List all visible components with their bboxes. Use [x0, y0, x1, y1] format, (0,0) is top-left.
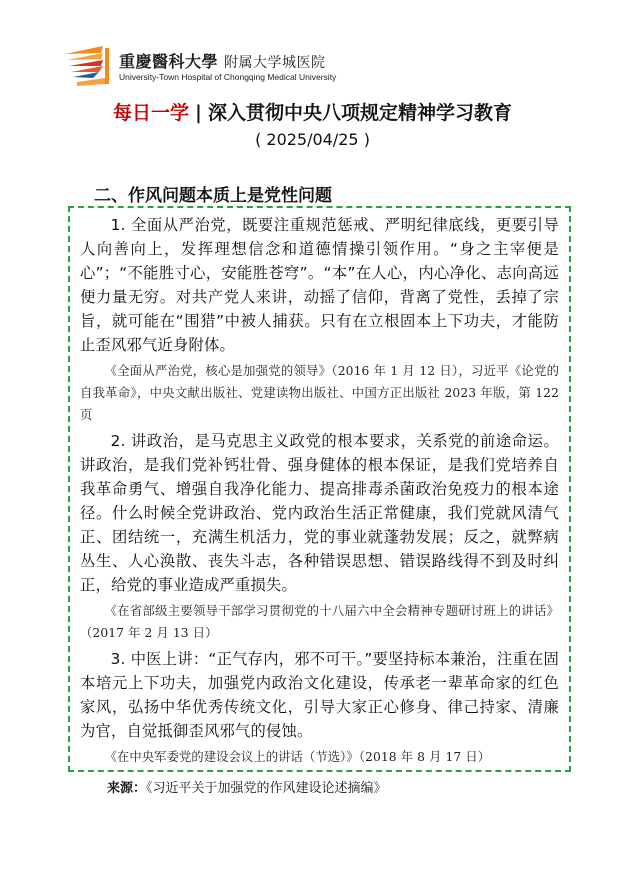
title-main: 深入贯彻中央八项规定精神学习教育: [207, 102, 512, 124]
page-title: [0, 98, 625, 125]
hospital-logo: [63, 44, 109, 88]
page-date: ( 2025/04/25 ): [255, 130, 370, 149]
title-separator: |: [195, 102, 202, 124]
item-source-1: 《全面从严治党，核心是加强党的领导》（2016 年 1 月 12 日），习近平《论党的自我革命》，中央文献出版社、党建读物出版社、中国方正出版社 2023 年版，第 122 页: [80, 364, 559, 422]
item-source-3: 《在中央军委党的建设会议上的讲话（节选）》（2018 年 8 月 17 日）: [104, 750, 491, 764]
footer-source-text: 《习近平关于加强党的作风建设论述摘编》: [146, 781, 387, 796]
item-text-2: 2. 讲政治，是马克思主义政党的根本要求，关系党的前途命运。讲政治，是我们党补钙壮骨、强身健体的根本保证，是我们党培养自我革命勇气、增强自我净化能力、提高排毒杀菌政治免疫力的根本途径。什么时候全党讲政治、党内政治生活正常健康，我们党就风清气正、团结统一，充满生机活力，党的事业就蓬勃发展；反之，就弊病丛生、人心涣散、丧失斗志，各种错误思想、错误路线得不到及时纠正，给党的事业造成严重损失。: [80, 432, 559, 594]
item-text-3: 3. 中医上讲：“正气存内，邪不可干。”要坚持标本兼治，注重在固本培元上下功夫，加强党内政治文化建设，传承老一辈革命家的红色家风，弘扬中华优秀传统文化，引导大家正心修身、律己持家、清廉为官，自觉抵御歪风邪气的侵蚀。: [80, 650, 559, 740]
university-name: 重慶醫科大學: [119, 52, 219, 71]
content-box: [68, 206, 571, 772]
footer-source-label: 来源：: [107, 781, 147, 796]
hospital-header: [63, 44, 363, 92]
hospital-name-cn: [119, 49, 326, 72]
item-text-1: 1. 全面从严治党，既要注重规范惩戒、严明纪律底线，更要引导人向善向上，发挥理想信念和道德情操引领作用。“身之主宰便是心”；“不能胜寸心，安能胜苍穹”。“本”在人心，内心净化、志向高远便力量无穷。对共产党人来讲，动摇了信仰，背离了党性，丢掉了宗旨，就可能在“围猎”中被人捕获。只有在立根固本上下功夫，才能防止歪风邪气近身附体。: [80, 216, 559, 354]
item-source-2: 《在省部级主要领导干部学习贯彻党的十八届六中全会精神专题研讨班上的讲话》（2017 年 2 月 13 日）: [80, 604, 559, 640]
hospital-name-en: University-Town Hospital of Chongqing Medical University: [119, 72, 337, 82]
section-heading: 二、作风问题本质上是党性问题: [94, 186, 332, 206]
hospital-department: 附属大学城医院: [224, 55, 326, 71]
title-highlight: 每日一学: [113, 102, 190, 124]
footer-source: [107, 777, 387, 796]
